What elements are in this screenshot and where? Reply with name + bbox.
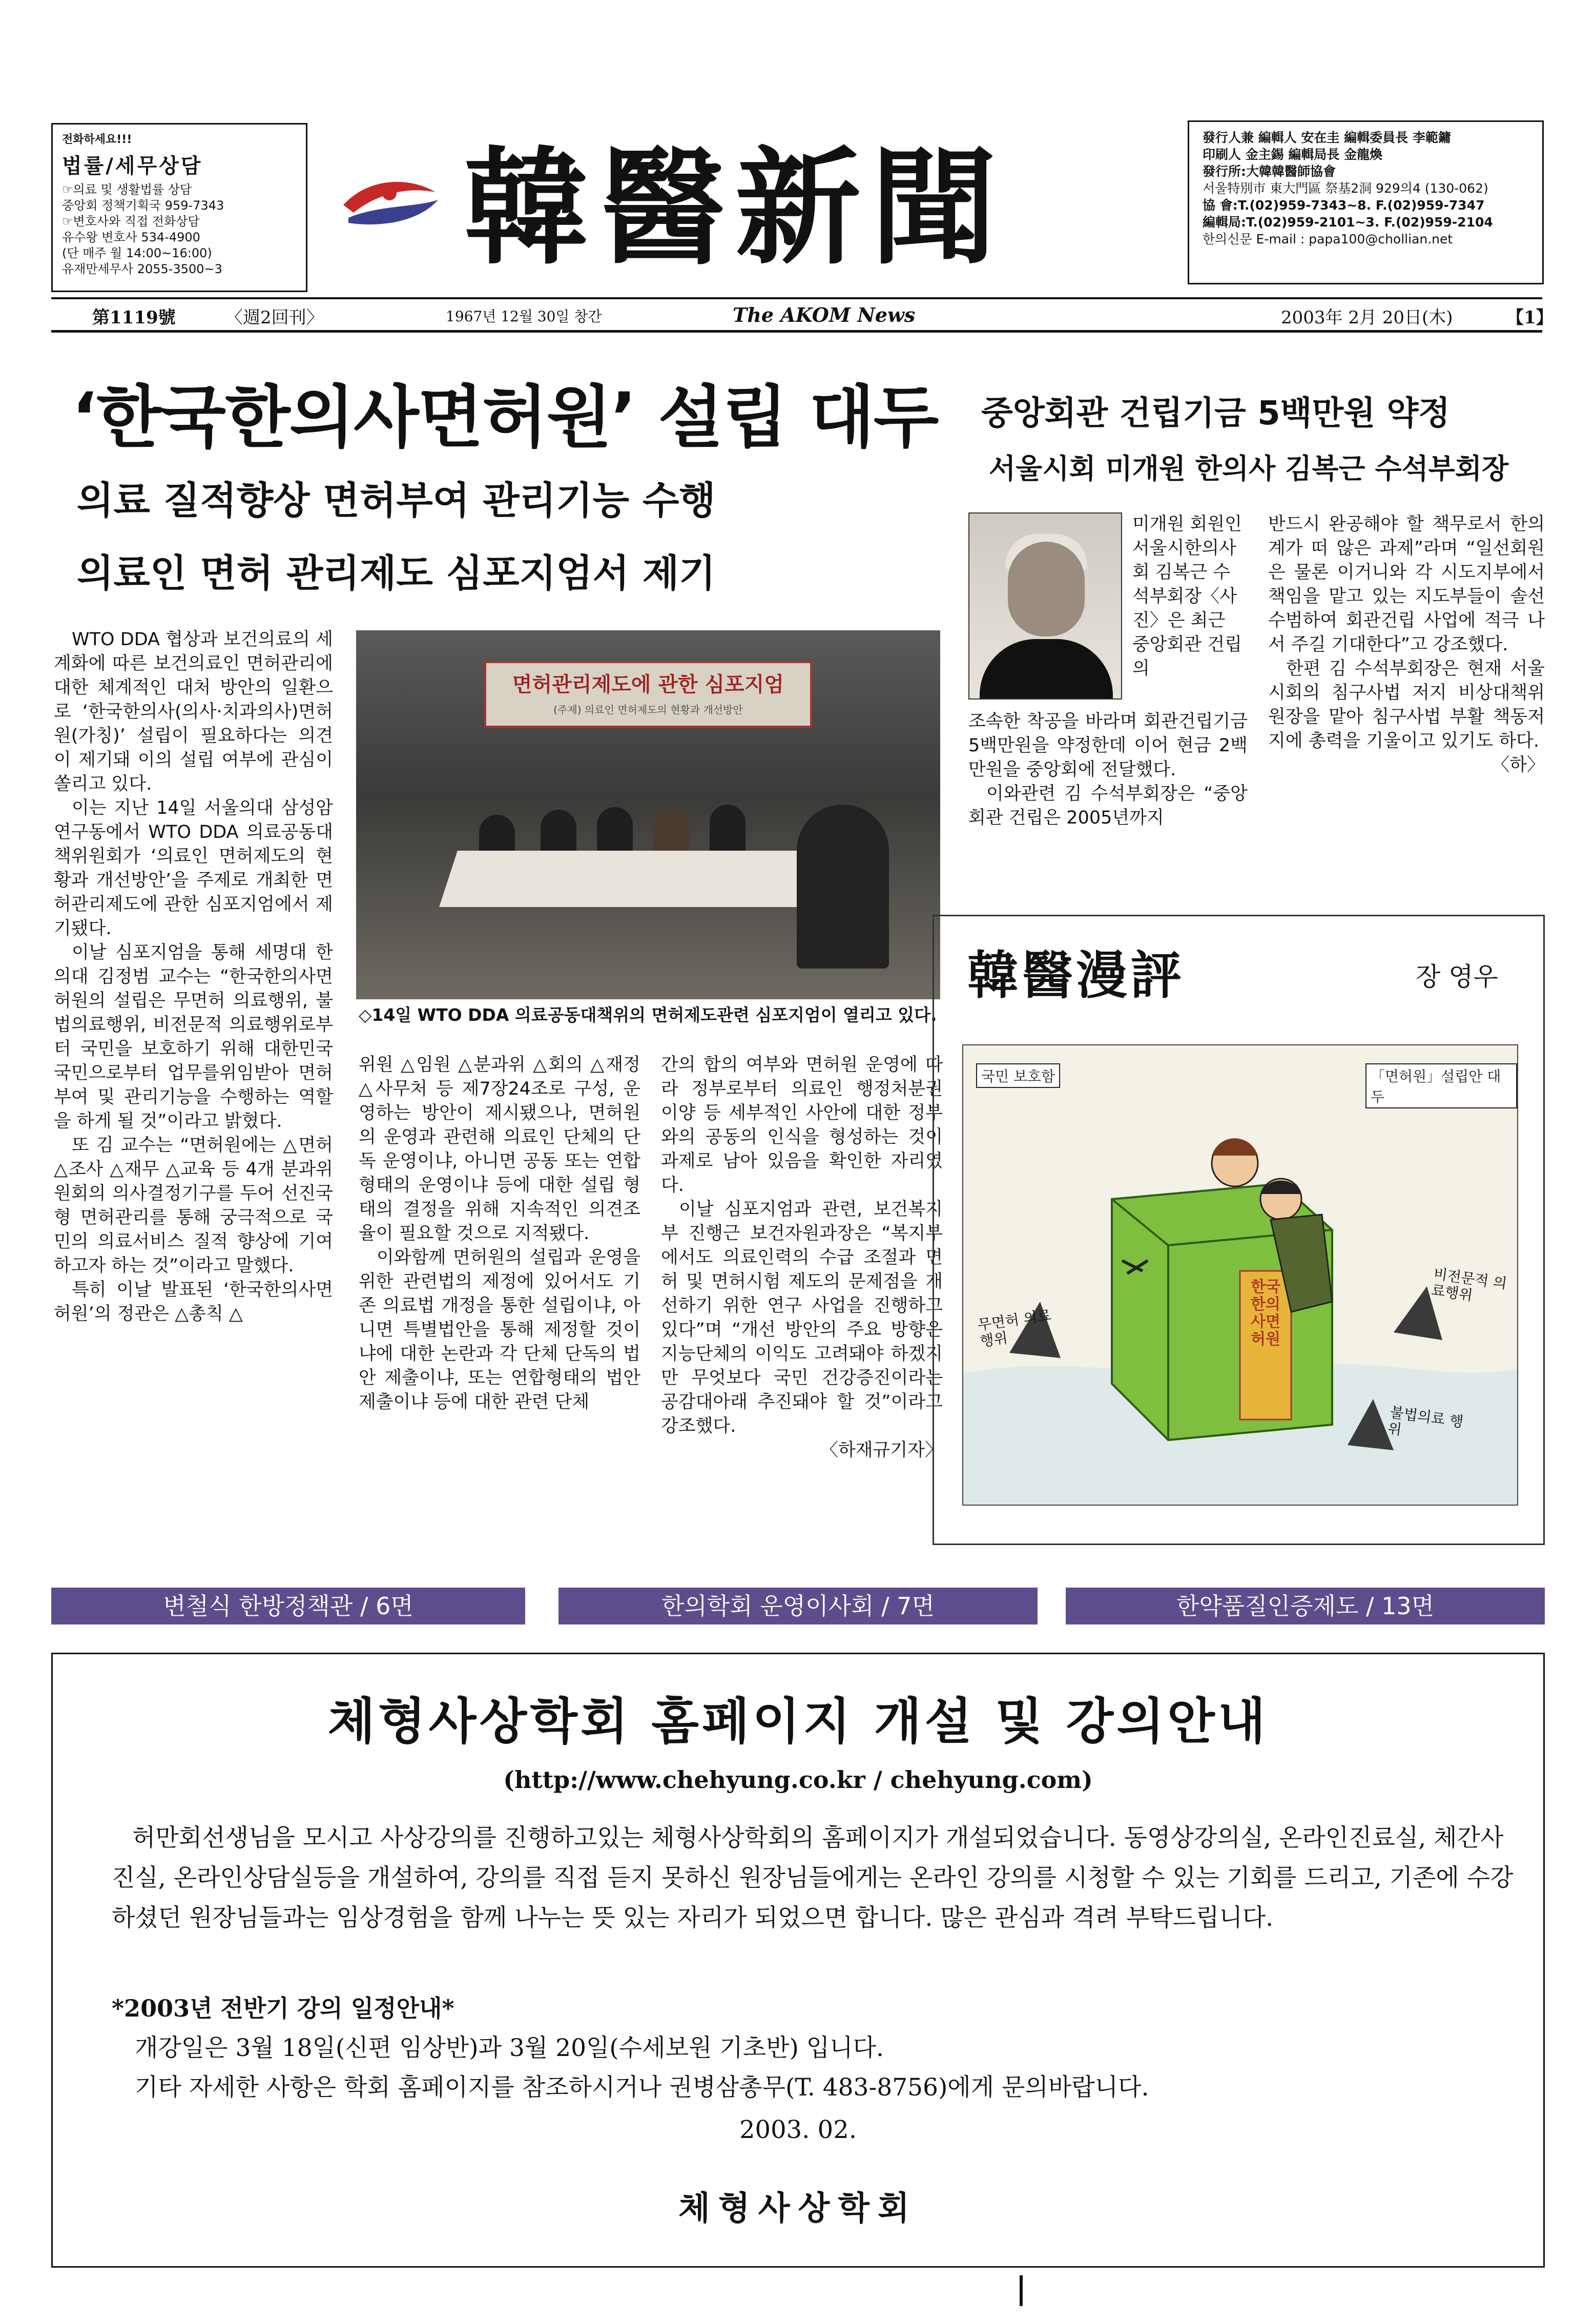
cartoon-label: 국민 보호함 — [976, 1063, 1060, 1088]
legal-consult-box — [51, 123, 307, 292]
publisher-box — [1188, 120, 1544, 284]
side-column-right — [1268, 512, 1545, 777]
consult-line: ☞의료 및 생활법률 상담 — [62, 182, 192, 197]
paragraph: WTO DDA 협상과 보건의료의 세계화에 따른 보건의료인 면허관리에 대한 체계적인 대처 방안의 일환으로 ‘한국한의사(의사·치과의사)면허원(가칭)’ 설립이 필요하다는 의견이 제기돼 이의 설립 여부에 관심이 쏠리고 있다. — [54, 629, 333, 794]
consult-line: 중앙회 정책기획국 959-7343 — [62, 198, 224, 213]
cartoon-label: 불법의료 행위 — [1386, 1403, 1465, 1439]
ad-paragraph: 허만회선생님을 모시고 사상강의를 진행하고있는 체형사상학회의 홈페이지가 개설되었습니다. 동영상강의실, 온라인진료실, 체간사진실, 온라인상담실등을 개설하여, 강의를 직접 듣지 못하신 원장님들에게는 온라인 강의를 시청할 수 있는 기회를 드리고, 기존에 수강하셨던 원장님들과는 임상경험을 함께 나누는 뜻 있는 자리가 되었으면 합니다. 많은 관심과 격려 부탁드립니다. — [112, 1824, 1514, 1932]
publisher-line: 編輯局:T.(02)959-2101~3. F.(02)959-2104 — [1203, 215, 1493, 230]
consult-line: 유재만세무사 2055-3500~3 — [62, 262, 222, 276]
paragraph: 또 김 교수는 “면허원에는 △면허 △조사 △재무 △교육 등 4개 분과위원회의 의사결정기구를 두어 선진국형 면허관리를 통해 궁극적으로 국민의 의료서비스 질적 향상에 기여하고자 하는 것”이라고 말했다. — [54, 1135, 333, 1276]
symposium-photo — [356, 630, 940, 999]
cartoon-label: 「면허원」설립안 대두 — [1365, 1063, 1517, 1108]
dateline — [51, 299, 1554, 329]
cartoon-title: 韓醫漫評 — [967, 945, 1185, 1005]
ad-schedule — [135, 2028, 1149, 2107]
ad-schedule-line: 개강일은 3월 18일(신편 임상반)과 3월 20일(수세보원 기초반) 입니다. — [135, 2034, 884, 2062]
category-link[interactable]: 한의학회 운영이사회 / 7면 — [558, 1588, 1038, 1624]
main-column-3 — [661, 1053, 943, 1463]
issue-frequency: 〈週2回刊〉 — [225, 307, 324, 328]
advertisement — [51, 1653, 1545, 2268]
consult-line: 유수왕 변호사 534-4900 — [62, 230, 200, 244]
founded-date: 1967년 12월 30일 창간 — [446, 308, 602, 325]
photo-table — [439, 851, 847, 907]
ad-title: 체형사상학회 홈페이지 개설 및 강의안내 — [327, 1692, 1269, 1750]
cartoon-label: 비전문적 의료행위 — [1430, 1265, 1508, 1304]
paragraph: 이와관련 김 수석부회장은 “중앙회관 건립은 2005년까지 — [968, 784, 1248, 828]
page-number: 【1】 — [1506, 307, 1554, 328]
photo-banner-title: 면허관리제도에 관한 심포지엄 — [512, 673, 784, 696]
masthead-rule-bottom — [51, 330, 1542, 333]
publisher-line: 發行人兼 編輯人 安在圭 編輯委員長 李範鏞 — [1203, 130, 1451, 145]
consult-title: 법률/세무상담 — [62, 154, 203, 178]
ad-organization: 체형사상학회 — [678, 2189, 918, 2228]
ad-body — [112, 1818, 1526, 1938]
paragraph: 간의 합의 여부와 면허원 운영에 따라 정부로부터 의료인 행정처분권 이양 등 세부적인 사안에 대한 정부와의 공동의 인식을 형성하는 것이 과제로 남아 있음을 확인한 자리였다. — [661, 1055, 943, 1196]
publisher-line: 印刷人 金主錫 編輯局長 金龍煥 — [1203, 147, 1383, 162]
main-column-1 — [54, 628, 333, 1326]
side-column-left — [968, 710, 1248, 830]
paragraph: 조속한 착공을 바라며 회관건립기금 5백만원을 약정한데 이어 현금 2백만원을 중앙회에 전달했다. — [968, 711, 1248, 780]
publisher-line: 서울特別市 東大門區 祭基2洞 929의4 (130-062) — [1203, 181, 1488, 196]
photo-caption: ◇14일 WTO DDA 의료공동대책위의 면허제도관련 심포지엄이 열리고 있다. — [359, 1005, 937, 1025]
english-name: The AKOM News — [733, 303, 916, 326]
side-subhead: 서울시회 미개원 한의사 김복근 수석부회장 — [989, 453, 1509, 485]
newspaper-title: 韓醫新聞 — [464, 134, 1007, 281]
category-link[interactable]: 변철식 한방정책관 / 6면 — [51, 1588, 525, 1624]
ad-url[interactable]: (http://www.chehyung.co.kr / chehyung.com) — [503, 1766, 1093, 1794]
ad-schedule-line: 기타 자세한 사항은 학회 홈페이지를 참조하시거나 권병삼총무(T. 483-8756)에게 문의바랍니다. — [135, 2073, 1149, 2102]
cartoon-box-label: 한국한의사면허원 — [1251, 1278, 1280, 1348]
ad-schedule-title: *2003년 전반기 강의 일정안내* — [112, 1994, 454, 2022]
editorial-cartoon — [933, 915, 1545, 1545]
main-subhead-1: 의료 질적향상 면허부여 관리기능 수행 — [77, 479, 716, 523]
byline: 〈하재규기자〉 — [820, 1440, 943, 1461]
paragraph: 이날 심포지엄과 관련, 보건복지부 진행근 보건자원과장은 “복지부에서도 의료인력의 수급 조절과 면허 및 면허시험 제도의 문제점을 개선하기 위한 연구 사업을 진행하고 있다”며 “개선 방안의 주요 방향은 지능단체의 이익도 고려돼야 하겠지만 무엇보다 국민 건강증진이라는 공감대아래 추진돼야 할 것”이라고 강조했다. — [661, 1199, 943, 1436]
consult-line: ☞변호사와 직접 전화상담 — [62, 214, 200, 229]
portrait-photo — [968, 512, 1122, 700]
paragraph: 반드시 완공해야 할 책무로서 한의계가 떠 않은 과제”라며 “일선회원은 물론 이거니와 각 시도지부에서 책임을 맡고 있는 지도부들이 솔선 수범하여 회관건립 사업에 적극 나서 주길 기대한다”고 강조했다. — [1268, 514, 1545, 655]
consult-line: (단 매주 월 14:00~16:00) — [62, 246, 212, 260]
paragraph: 이는 지난 14일 서울의대 삼성암연구동에서 WTO DDA 의료공동대책위원회가 ‘의료인 면허제도의 현황과 개선방안’을 주제로 개최한 면허관리제도에 관한 심포지엄에서 제기됐다. — [54, 798, 333, 939]
paragraph: 위원 △임원 △분과위 △회의 △재정 △사무처 등 제7장24조로 구성, 운영하는 방안이 제시됐으나, 면허원의 운영과 관련해 의료인 단체의 단독 운영이냐, 아니면 공동 또는 연합형태의 운영이냐 등에 대한 설립 형태의 결정을 위해 지속적인 의견조율이 필요할 것으로 지적됐다. — [359, 1055, 640, 1244]
paragraph: 이와함께 면허원의 설립과 운영을 위한 관련법의 제정에 있어서도 기존 의료법 개정을 통한 설립이냐, 아니면 특별법안을 통해 제정할 것이냐에 대한 논란과 각 단체 단독의 법안 제출이냐, 또는 연합형태의 법안 제출이냐 등에 대한 관련 단체 — [359, 1247, 640, 1412]
issue-date: 2003年 2月 20日(木) — [1281, 307, 1453, 328]
cartoon-drawing — [962, 1044, 1518, 1506]
category-link[interactable]: 한약품질인증제도 / 13면 — [1066, 1588, 1545, 1624]
portrait-suit — [980, 639, 1113, 700]
photo-banner — [484, 661, 812, 728]
cartoon-author: 장 영우 — [1416, 962, 1498, 992]
publisher-line: 한의신문 E-mail : papa100@chollian.net — [1203, 232, 1453, 246]
ad-date: 2003. 02. — [739, 2115, 857, 2144]
side-lead: 미개원 회원인 서울시한의사회 김복근 수석부회장〈사진〉은 최근 중앙회관 건립의 — [1132, 514, 1242, 679]
publisher-line: 協 會:T.(02)959-7343~8. F.(02)959-7347 — [1203, 198, 1485, 213]
paragraph: 특히 이날 발표된 ‘한국한의사면허원’의 정관은 △총칙 △ — [54, 1280, 333, 1324]
side-headline: 중앙회관 건립기금 5백만원 약정 — [981, 395, 1451, 433]
paragraph: 한편 김 수석부회장은 현재 서울시회의 침구사법 저지 비상대책위원장을 맡아 침구사법 부활 책동저지에 총력을 기울이고 있기도 하다. — [1268, 659, 1545, 751]
main-headline: ‘한국한의사면허원’ 설립 대두 — [72, 378, 938, 457]
page-mark — [1020, 2275, 1023, 2306]
consult-hint: 전화하세요!!! — [62, 133, 132, 146]
portrait-face — [1008, 542, 1085, 636]
paragraph: 이날 심포지엄을 통해 세명대 한의대 김정범 교수는 “한국한의사면허원의 설립은 무면허 의료행위, 불법의료행위, 비전문적 의료행위로부터 국민을 보호하기 위해 대한민국 국민으로부터 업무를위임받아 면허부여 및 관리기능을 수행하는 역할을 하게 될 것”이라고 밝혔다. — [54, 942, 333, 1132]
photo-speaker — [797, 805, 889, 969]
photo-banner-subtitle: (주제) 의료인 면허제도의 현황과 개선방안 — [553, 704, 743, 716]
main-column-2 — [359, 1053, 640, 1414]
issue-number: 第1119號 — [92, 307, 176, 328]
side-byline: 〈하〉 — [1492, 755, 1545, 775]
cartoon-label: 무면허 의료행위 — [977, 1306, 1052, 1350]
publisher-line: 發行所:大韓韓醫師協會 — [1203, 164, 1336, 179]
akom-logo-icon — [333, 156, 446, 243]
main-subhead-2: 의료인 면허 관리제도 심포지엄서 제기 — [77, 551, 716, 595]
